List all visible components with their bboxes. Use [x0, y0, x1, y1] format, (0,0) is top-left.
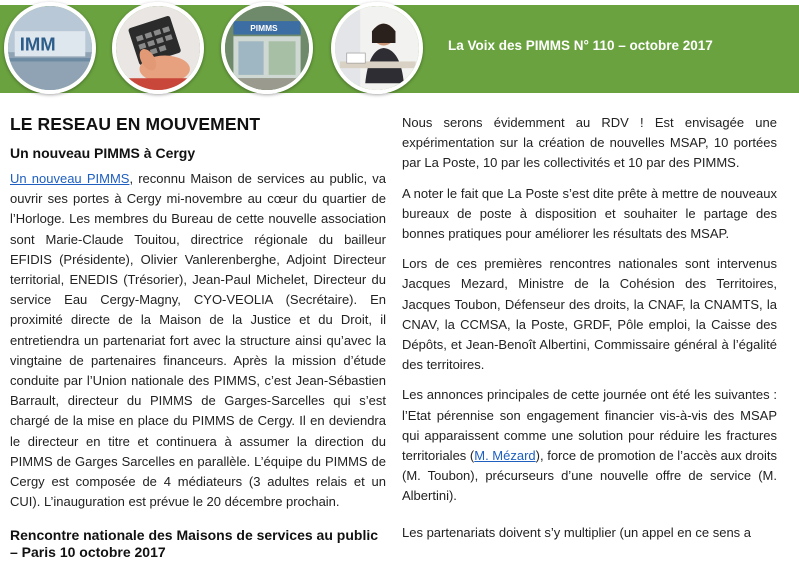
paragraph-intervenants: Lors de ces premières rencontres nationales sont intervenus Jacques Mezard, Ministre de la Cohésion des Territoires, Jacques Toubon, Défenseur des droits, la CNAF, la CNAMTS, la CNAV, la CCMSA, la Poste, GRDF, Pôle emploi, la Caisse des Dépôts, et Jean-Benoît Albertini, Commissaire général à l’égalité des territoires. [402, 256, 777, 373]
header-banner [0, 0, 799, 100]
left-column [10, 111, 386, 561]
paragraph-annonces-text-1: Les annonces principales de cette journée ont été les suivantes : l’Etat pérennise son engagement financier vis-à-vis des MSAP qui apparaissent comme une solution pour réduire les fractures territoriales ( [402, 387, 777, 464]
calculator-hand-photo [112, 2, 204, 94]
newsletter-issue-title: La Voix des PIMMS N° 110 – octobre 2017 [448, 38, 713, 53]
section-heading: LE RESEAU EN MOUVEMENT [10, 114, 261, 134]
pimms-sign-photo [4, 2, 96, 94]
article-body-cergy-text: , reconnu Maison de services au public, va ouvrir ses portes à Cergy mi-novembre au cœur du quartier de l’Horloge. Les membres du Bureau de cette nouvelle association sont Marie-Claude Touitou, directrice régionale du bailleur EFIDIS (Présidente), Olivier Vanlerenberghe, Adjoint Directeur territorial, ENEDIS (Trésorier), Jean-Paul Michelet, Directeur du service Eau Cergy-Magny, CYO-VEOLIA (Secrétaire). En proximité directe de la Maison de la Justice et du Droit, il entretiendra un partenariat fort avec la structure ainsi qu’avec la vingtaine de partenaires financeurs. Après la mission d’étude conduite par l’Union nationale des PIMMS, c’est Jean-Sébastien Barrault, directeur du PIMMS de Garges-Sarcelles qui s’est chargé de la mise en place du PIMMS de Cergy. Il en deviendra le directeur en titre et continuera à assumer la direction du PIMMS de Garges Sarcelles en parallèle. L’équipe du PIMMS de Cergy est composée de 4 médiateurs (3 adultes relais et un CUI). L’inauguration est prévue le 20 décembre prochain. [10, 171, 387, 510]
pimms-storefront-photo [221, 2, 313, 94]
new-pimms-link[interactable]: Un nouveau PIMMS [10, 171, 130, 186]
right-column [402, 113, 777, 543]
paragraph-annonces-text-2: ), force de promotion de l’accès aux droits (M. Toubon), précurseurs d’une nouvelle offre de service (M. Albertini). [402, 448, 777, 504]
article-heading-cergy: Un nouveau PIMMS à Cergy [10, 145, 196, 161]
paragraph-la-poste: A noter le fait que La Poste s’est dite prête à mettre de nouveaux bureaux de poste à disposition et souhaiter le partage des bonnes pratiques pour améliorer les résultats des MSAP. [402, 185, 777, 242]
svg-text:IMM: IMM [19, 33, 56, 55]
mediator-desk-photo [331, 2, 423, 94]
article-heading-rencontre: Rencontre nationale des Maisons de services au public – Paris 10 octobre 2017 [10, 527, 379, 561]
article-body-cergy [10, 169, 386, 512]
mezard-link[interactable]: M. Mézard [474, 448, 536, 464]
paragraph-rdv: Nous serons évidemment au RDV ! Est envisagée une expérimentation sur la création de nouvelles MSAP, 10 portées par La Poste, 10 par les collectivités et 10 par des PIMMS. [402, 115, 777, 171]
paragraph-partenariats: Les partenariats doivent s’y multiplier (un appel en ce sens a [402, 524, 752, 540]
svg-text:PIMMS: PIMMS [250, 23, 278, 34]
paragraph-annonces [402, 385, 777, 506]
